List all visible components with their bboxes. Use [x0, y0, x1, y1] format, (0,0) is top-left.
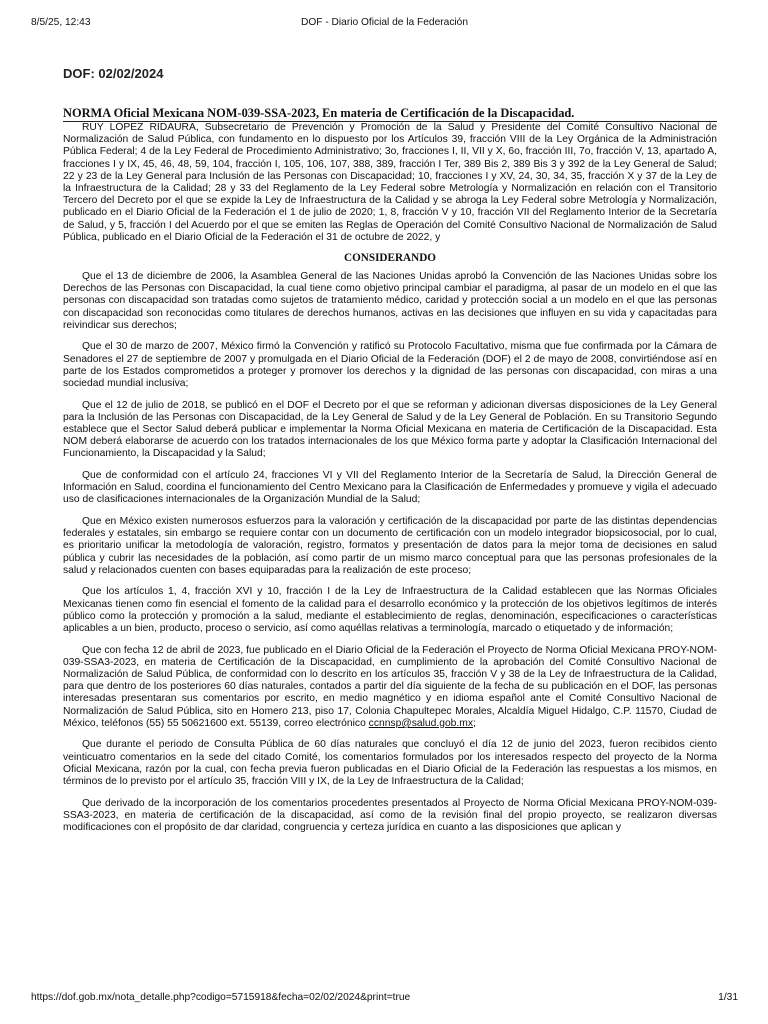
considerando-paragraph: Que el 13 de diciembre de 2006, la Asamblea General de las Naciones Unidas aprobó la Convención de las Naciones Unidas sobre los Derechos de las Personas con Discapacidad, la cual tiene como objetivo principal cambiar el paradigma, al pasar de un modelo en el que las personas con discapacidad son tratadas como sujetos de tratamiento médico, caridad y protección social a un modelo en el que las personas con discapacidad son reconocidas como titulares de derechos humanos, activas en las decisiones que influyen en su vida y capacitadas para reivindicar sus derechos;	[63, 271, 717, 331]
consulta-suffix: ;	[473, 717, 476, 729]
dof-date-header: DOF: 02/02/2024	[63, 66, 164, 81]
considerando-paragraph: Que durante el periodo de Consulta Pública de 60 días naturales que concluyó el día 12 de junio del 2023, fueron recibidos ciento veinticuatro comentarios en la sede del citado Comité, los comentarios formulados por los interesados respecto del proyecto de la Norma Oficial Mexicana, razón por la cual, con fecha previa fueron publicadas en el Diario Oficial de la Federación las respuestas a los mismos, en términos de lo previsto por el artículo 35, fracción VIII y IX, de la Ley de Infraestructura de la Calidad;	[63, 739, 717, 788]
section-heading-considerando: CONSIDERANDO	[344, 252, 436, 265]
considerando-paragraph: Que el 30 de marzo de 2007, México firmó la Convención y ratificó su Protocolo Facultativo, misma que fue confirmada por la Cámara de Senadores el 27 de septiembre de 2007 y promulgada en el Diario Oficial de la Federación (DOF) el 2 de mayo de 2008, convirtiéndose así en parte de los Estados comprometidos a proteger y promover los derechos y la dignidad de las personas con discapacidad, con miras a una sociedad mundial inclusiva;	[63, 341, 717, 390]
considerando-paragraph-consulta	[63, 645, 717, 730]
considerando-paragraph: Que el 12 de julio de 2018, se publicó en el DOF el Decreto por el que se reforman y adicionan diversas disposiciones de la Ley General para la Inclusión de las Personas con Discapacidad, de la Ley General de Salud y de la Ley General de Población. En su Transitorio Segundo establece que el Sector Salud deberá publicar e implementar la Norma Oficial Mexicana en materia de Certificación de la Discapacidad. Esta NOM deberá elaborarse de acuerdo con los tratados internacionales de los que México forma parte y adoptar la Clasificación Internacional del Funcionamiento, la Discapacidad y la Salud;	[63, 399, 717, 460]
consulta-text: Que con fecha 12 de abril de 2023, fue publicado en el Diario Oficial de la Federación el Proyecto de Norma Oficial Mexicana PROY-NOM-039-SSA3-2023, en materia de Certificación de la Discapacidad, en cumplimiento de la aprobación del Comité Consultivo Nacional de Normalización de Salud Pública, de conformidad con lo descrito en los artículos 35, fracción V y 38 de la Ley de Infraestructura de la Calidad, para que dentro de los posteriores 60 días naturales, contados a partir del día siguiente de la fecha de su publicación en el DOF, las personas interesadas presentaran sus comentarios por escrito, en medio magnético y en idioma español ante el Comité Consultivo Nacional de Normalización de Salud Pública, sito en Homero 213, piso 17, Colonia Chapultepec Morales, Alcaldía Miguel Hidalgo, C.P. 11570, Ciudad de México, teléfonos (55) 55 50621600 ext. 55139, correo electrónico	[63, 644, 717, 729]
considerando-paragraph: Que los artículos 1, 4, fracción XVI y 10, fracción I de la Ley de Infraestructura de la Calidad establecen que las Normas Oficiales Mexicanas tienen como fin esencial el fomento de la calidad para el desarrollo económico y la protección de los objetivos legítimos de interés público como la protección y promoción a la salud, mediante el establecimiento de reglas, denominación, especificaciones o características aplicables a un bien, producto, proceso o servicio, así como aquéllas relativas a terminología, marcado o etiquetado y de información;	[63, 586, 717, 635]
considerando-paragraph: Que derivado de la incorporación de los comentarios procedentes presentados al Proyecto de Norma Oficial Mexicana PROY-NOM-039-SSA3-2023, en materia de certificación de la discapacidad, así como de la revisión final del propio proyecto, se realizaron diversas modificaciones con el propósito de dar claridad, congruencia y certeza jurídica en cuanto a las disposiciones que aplican y	[63, 797, 717, 834]
print-url: https://dof.gob.mx/nota_detalle.php?codigo=5715918&fecha=02/02/2024&print=true	[31, 992, 411, 1003]
email-link[interactable]: ccnnsp@salud.gob.mx	[368, 717, 473, 729]
intro-paragraph: RUY LÓPEZ RIDAURA, Subsecretario de Prevención y Promoción de la Salud y Presidente del Comité Consultivo Nacional de Normalización de Salud Pública, con fundamento en lo dispuesto por los Artículos 39, fracción VIII de la Ley Orgánica de la Administración Pública Federal; 4 de la Ley Federal de Procedimiento Administrativo; 3o, fracciones I, II, VII y X, 6o, fracción III, 7o, fracción V, 13, apartado A, fracciones I y IX, 45, 46, 48, 59, 104, fracción I, 105, 106, 107, 388, 389, fracción I Ter, 389 Bis 2, 389 Bis 3 y 392 de la Ley General de Salud; 22 y 23 de la Ley General para Inclusión de las Personas con Discapacidad; 10, fracciones I y XV, 24, 30, 34, 35, fracción X y 37 de la Ley de la Infraestructura de la Calidad; 28 y 33 del Reglamento de la Ley Federal sobre Metrología y Normalización en relación con el Transitorio Tercero del Decreto por el que se expide la Ley de Infraestructura de la Calidad y se abroga la Ley Federal sobre Metrología y Normalización, publicado en el Diario Oficial de la Federación el 1 de julio de 2020; 1, 8, fracción V y 10, fracción VII del Reglamento Interior de la Secretaría de Salud, y 5, fracción I del Acuerdo por el que se emiten las Reglas de Operación del Comité Consultivo Nacional de Normalización de Salud Pública, publicado en el Diario Oficial de la Federación el 31 de octubre de 2022, y	[63, 122, 717, 243]
print-header	[31, 17, 738, 31]
considerando-paragraph: Que de conformidad con el artículo 24, fracciones VI y VII del Reglamento Interior de la Secretaría de Salud, la Dirección General de Información en Salud, coordina el funcionamiento del Centro Mexicano para la Clasificación de Enfermedades y promueve y vigila el adecuado uso de clasificaciones internacionales de la Organización Mundial de la Salud;	[63, 470, 717, 506]
document-body	[63, 106, 717, 834]
considerando-paragraph: Que en México existen numerosos esfuerzos para la valoración y certificación de la discapacidad por parte de las distintas dependencias federales y estatales, sin embargo se requiere contar con un documento de certificación con un modelo integrador biopsicosocial, por lo cual, es prioritario unificar la metodología de valoración, registro, formatos y presentación de datos para la mejor toma de decisiones en salud pública y cubrir las necesidades de la población, así como partir de un mismo marco conceptual para que las personas profesionales de la salud y relacionados cuenten con bases equiparadas para la realización de este proceso;	[63, 516, 717, 576]
print-page-number: 1/31	[718, 992, 738, 1003]
print-footer	[31, 992, 738, 1006]
print-page-title: DOF - Diario Oficial de la Federación	[300, 17, 469, 28]
print-timestamp: 8/5/25, 12:43	[31, 17, 91, 28]
norm-title: NORMA Oficial Mexicana NOM-039-SSA-2023, En materia de Certificación de la Discapacidad.	[63, 106, 717, 122]
